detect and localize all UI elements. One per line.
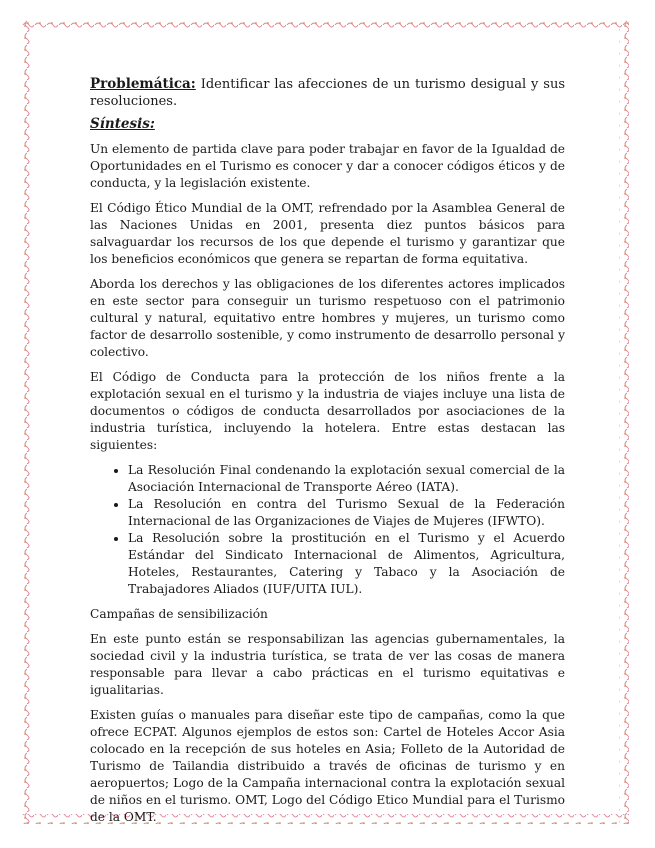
paragraph-intro: Un elemento de partida clave para poder trabajar en favor de la Igualdad de Oportunidades en el Turismo es conocer y dar a conocer códigos éticos y de conducta, y la legislación existente. bbox=[90, 142, 565, 190]
paragraph-responsabilidad: En este punto están se responsabilizan las agencias gubernamentales, la sociedad civil y la industria turística, se trata de ver las cosas de manera responsable para llevar a cabo prácticas en el turismo equitativas e igualitarias. bbox=[90, 632, 565, 697]
list-item: • La Resolución Final condenando la explotación sexual comercial de la Asociación Internacional de Transporte Aéreo (IATA). bbox=[128, 462, 565, 496]
list-item: • La Resolución sobre la prostitución en el Turismo y el Acuerdo Estándar del Sindicato Internacional de Alimentos, Agricultura, Hoteles, Restaurantes, Catering y Tabaco y la Asociación de Trabajadores Aliados (IUF/UITA IUL). bbox=[128, 530, 565, 598]
document-body bbox=[90, 76, 565, 834]
list-item: • La Resolución en contra del Turismo Sexual de la Federación Internacional de las Organizaciones de Viajes de Mujeres (IFWTO). bbox=[128, 496, 565, 530]
paragraph-codigo-conducta: El Código de Conducta para la protección de los niños frente a la explotación sexual en el turismo y la industria de viajes incluye una lista de documentos o códigos de conducta desarrollados por asociaciones de la industria turística, incluyendo la hotelera. Entre estas destacan las siguientes: bbox=[90, 370, 565, 452]
paragraph-guias: Existen guías o manuales para diseñar este tipo de campañas, como la que ofrece ECPAT. Algunos ejemplos de estos son: Cartel de Hoteles Accor Asia colocado en la recepción de sus hoteles en Asia; Folleto de la Autoridad de Turismo de Tailandia distribuido a través de oficinas de turismo y en aeropuertos; Logo de la Campaña internacional contra la explotación sexual de niños en el turismo. OMT, Logo del Código Etico Mundial para el Turismo de la OMT. bbox=[90, 708, 565, 824]
campaigns-title: Campañas de sensibilización bbox=[90, 607, 268, 621]
problematica-label: Problemática: bbox=[90, 76, 196, 92]
problematica-text: Identificar las afecciones de un turismo desigual y sus resoluciones. bbox=[90, 77, 565, 109]
paragraph-derechos: Aborda los derechos y las obligaciones de los diferentes actores implicados en este sector para conseguir un turismo respetuoso con el patrimonio cultural y natural, equitativo entre hombres y mujeres, un turismo como factor de desarrollo sostenible, y como instrumento de desarrollo personal y colectivo. bbox=[90, 277, 565, 359]
resolutions-list bbox=[90, 462, 565, 598]
sintesis-heading-line bbox=[90, 116, 565, 137]
sintesis-heading: Síntesis: bbox=[90, 116, 155, 132]
paragraph-codigo-etico: El Código Ético Mundial de la OMT, refrendado por la Asamblea General de las Naciones Unidas en 2001, presenta diez puntos básicos para salvaguardar los recursos de los que depende el turismo y garantizar que los beneficios económicos que genera se repartan de forma equitativa. bbox=[90, 201, 565, 266]
problematica-line bbox=[90, 76, 565, 110]
